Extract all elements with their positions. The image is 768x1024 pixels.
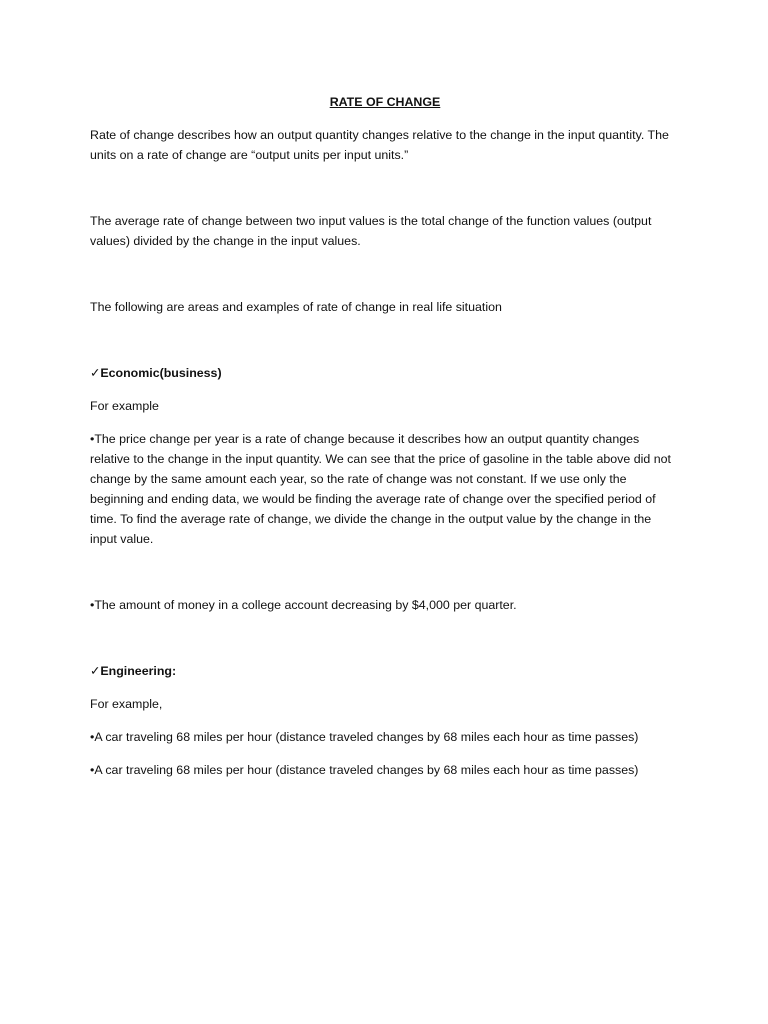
bullet-item <box>90 429 680 549</box>
section-heading-text: Economic(business) <box>100 366 222 380</box>
bullet-item <box>90 727 680 747</box>
paragraph-intro: Rate of change describes how an output quantity changes relative to the change in the input quantity. The units on a rate of change are “output units per input units.” <box>90 128 669 162</box>
paragraph-areas-intro: The following are areas and examples of rate of change in real life situation <box>90 300 502 314</box>
document-body <box>90 92 680 780</box>
for-example-label: For example <box>90 399 159 413</box>
bullet-text: A car traveling 68 miles per hour (distance traveled changes by 68 miles each hour as time passes) <box>94 763 639 777</box>
checkmark-icon: ✓ <box>90 366 101 380</box>
document-title: RATE OF CHANGE <box>329 95 441 109</box>
section-heading-text: Engineering: <box>100 664 177 678</box>
bullet-icon: • <box>90 598 95 612</box>
bullet-icon: • <box>90 730 95 744</box>
bullet-text: The price change per year is a rate of change because it describes how an output quantity changes relative to the change in the input quantity. We can see that the price of gasoline in the table above did not change by the same amount each year, so the rate of change was not constant. If we use only the beginning and ending data, we would be finding the average rate of change over the specified period of time. To find the average rate of change, we divide the change in the output value by the change in the input value. <box>90 432 671 546</box>
bullet-item <box>90 760 680 780</box>
bullet-icon: • <box>90 763 95 777</box>
checkmark-icon: ✓ <box>90 664 101 678</box>
paragraph-average-rate: The average rate of change between two input values is the total change of the function values (output values) divided by the change in the input values. <box>90 214 652 248</box>
section-heading-engineering <box>90 661 680 681</box>
for-example-label: For example, <box>90 697 163 711</box>
bullet-text: The amount of money in a college account decreasing by $4,000 per quarter. <box>94 598 517 612</box>
bullet-icon: • <box>90 432 95 446</box>
bullet-text: A car traveling 68 miles per hour (distance traveled changes by 68 miles each hour as time passes) <box>94 730 639 744</box>
section-heading-economic <box>90 363 680 383</box>
bullet-item <box>90 595 680 615</box>
